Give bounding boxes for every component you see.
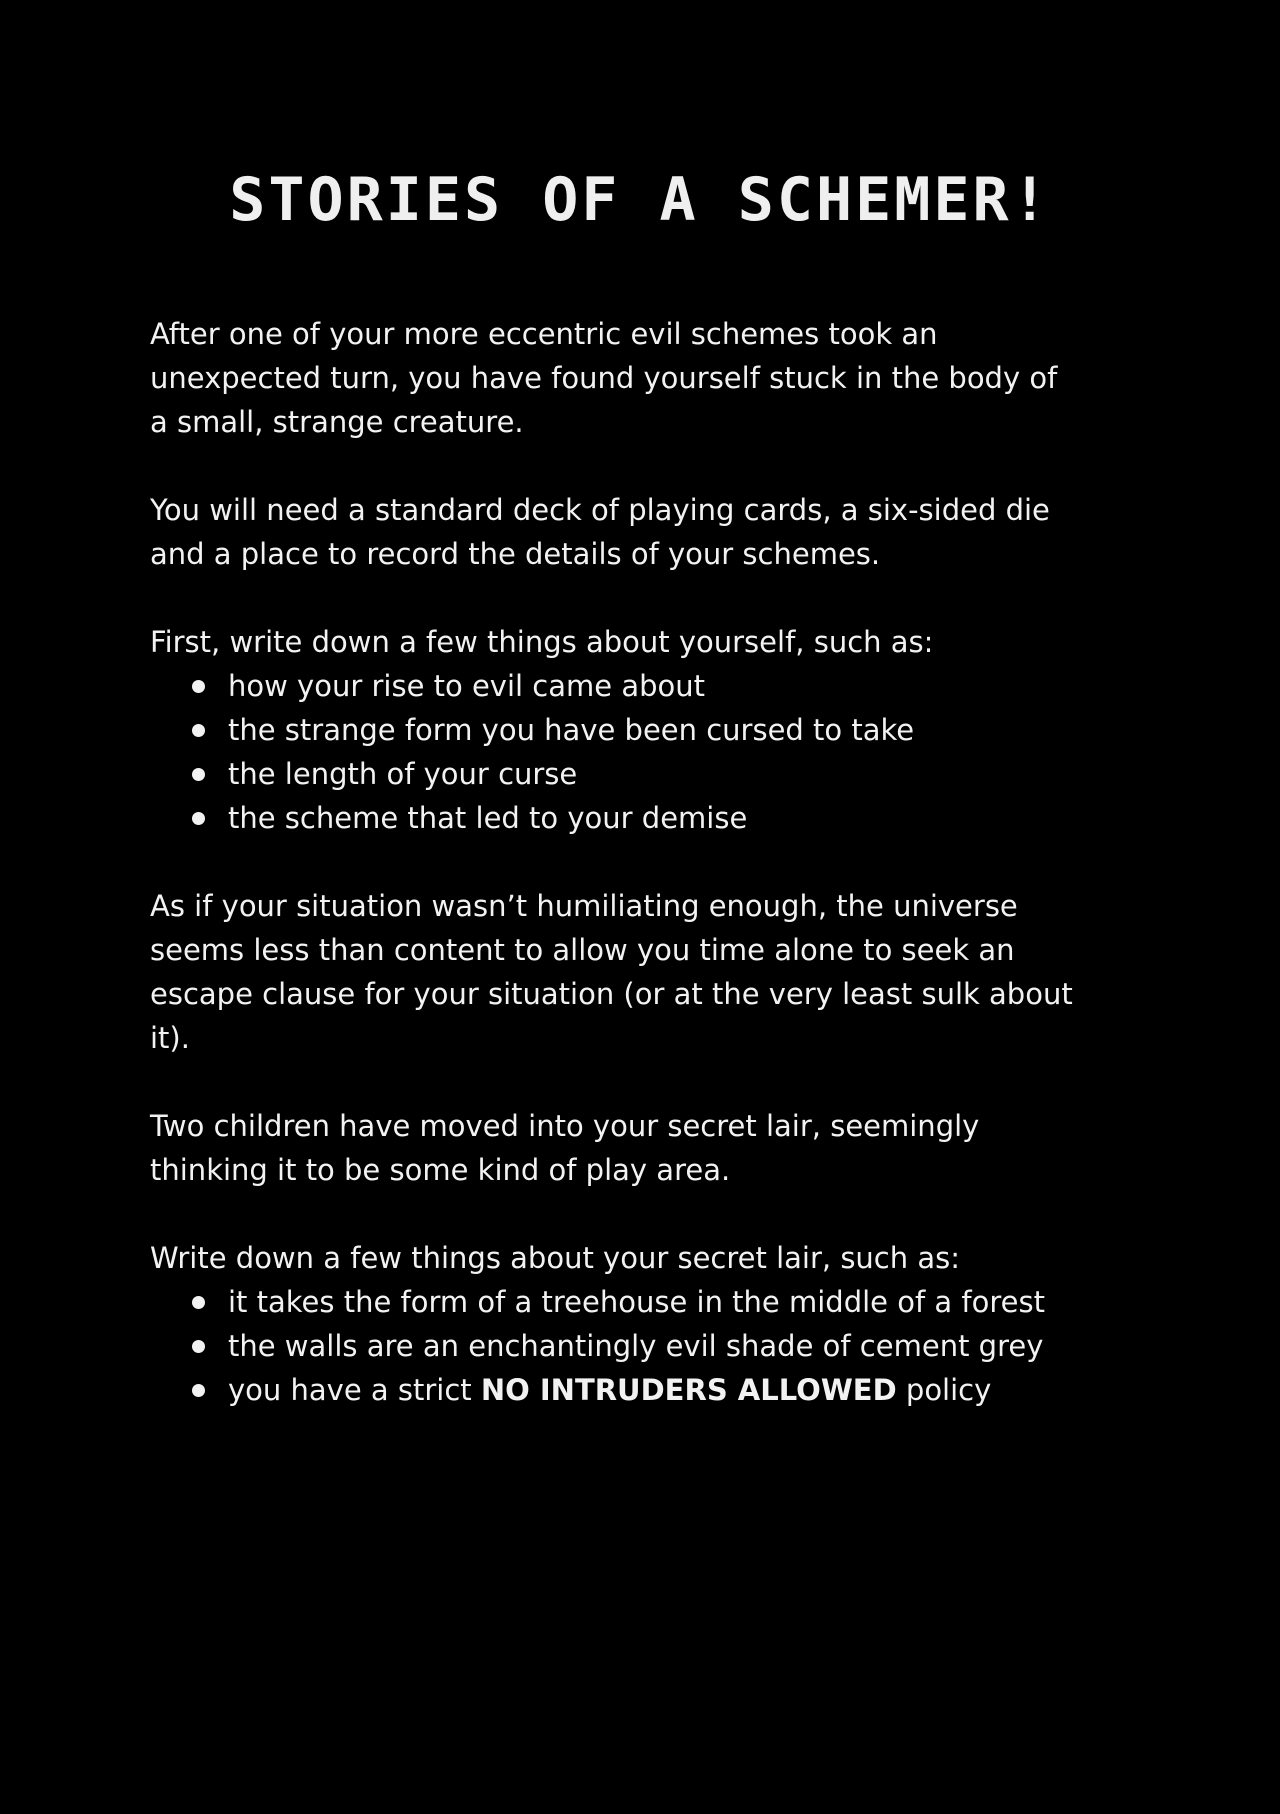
list-item: [192, 796, 1080, 840]
yourself-list: [150, 664, 1080, 840]
yourself-prompt: First, write down a few things about yourself, such as:: [150, 625, 934, 659]
list-item: [192, 1368, 1080, 1412]
list-item-text: the walls are an enchantingly evil shade of cement grey: [228, 1329, 1044, 1363]
bullet-icon: [192, 1340, 205, 1353]
situation-paragraph: As if your situation wasn’t humiliating enough, the universe seems less than content to allow you time alone to seek an escape clause for your situation (or at the very least sulk about it).: [150, 889, 1073, 1055]
list-item-text: how your rise to evil came about: [228, 669, 705, 703]
lair-prompt: Write down a few things about your secret lair, such as:: [150, 1241, 961, 1275]
list-item-suffix: policy: [905, 1373, 992, 1407]
list-item: [192, 708, 1080, 752]
list-item-text: it takes the form of a treehouse in the middle of a forest: [228, 1285, 1045, 1319]
bullet-icon: [192, 724, 205, 737]
list-item-text: the strange form you have been cursed to take: [228, 713, 915, 747]
list-item: [192, 1280, 1080, 1324]
bullet-icon: [192, 1384, 205, 1397]
bullet-icon: [192, 680, 205, 693]
bullet-icon: [192, 812, 205, 825]
page-title: STORIES OF A SCHEMER!: [229, 165, 1051, 235]
list-item: [192, 1324, 1080, 1368]
bullet-icon: [192, 768, 205, 781]
children-paragraph: Two children have moved into your secret lair, seemingly thinking it to be some kind of play area.: [150, 1109, 980, 1187]
rules-body: [150, 312, 1080, 1456]
list-item-prefix: you have a strict: [228, 1373, 472, 1407]
lair-list: [150, 1280, 1080, 1412]
intro-paragraph: After one of your more eccentric evil schemes took an unexpected turn, you have found yourself stuck in the body of a small, strange creature.: [150, 317, 1058, 439]
policy-emphasis: NO INTRUDERS ALLOWED: [480, 1373, 897, 1407]
list-item: [192, 752, 1080, 796]
list-item-text: the length of your curse: [228, 757, 578, 791]
bullet-icon: [192, 1296, 205, 1309]
list-item: [192, 664, 1080, 708]
list-item-text: the scheme that led to your demise: [228, 801, 748, 835]
materials-paragraph: You will need a standard deck of playing cards, a six-sided die and a place to record the details of your schemes.: [150, 493, 1050, 571]
